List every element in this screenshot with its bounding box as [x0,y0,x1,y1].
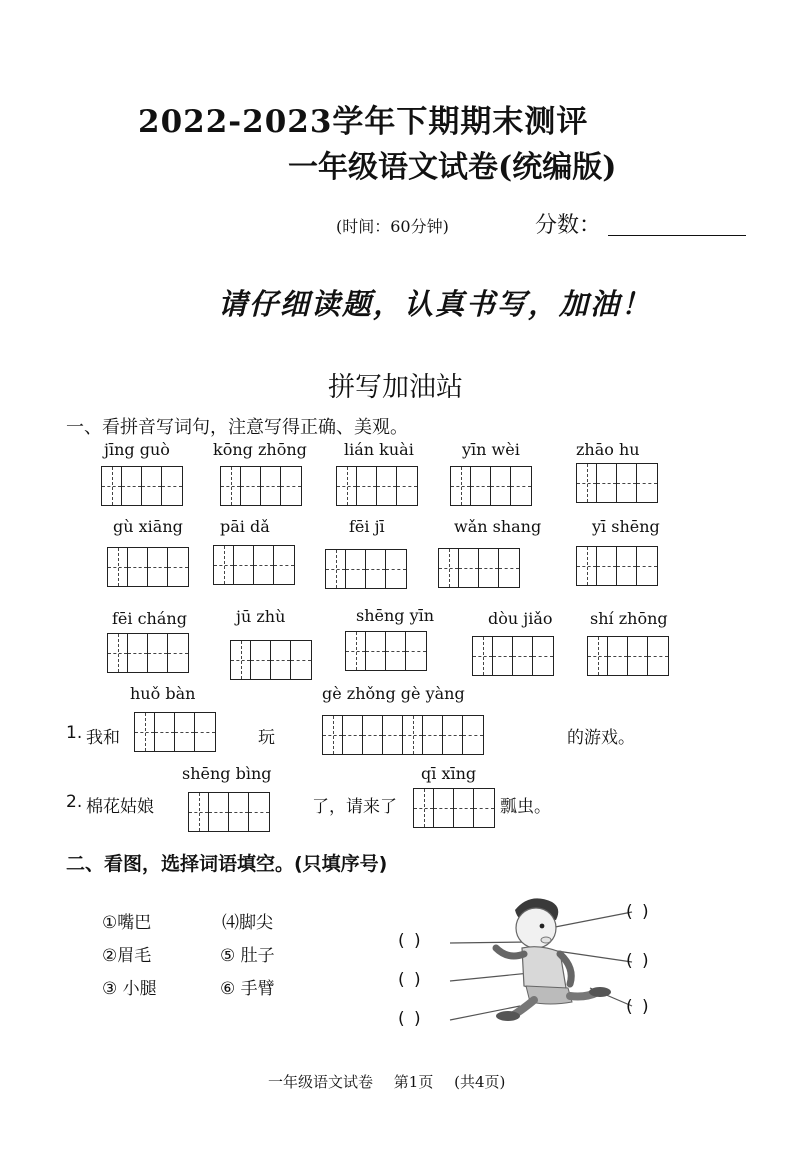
sentence1-pinyin-a: huǒ bàn [130,684,196,703]
option-item: ⑤ 肚子 [220,946,275,966]
sentence2-pre: 棉花姑娘 [86,797,154,817]
pinyin-word: fēi jī [349,517,385,536]
writing-grid[interactable] [213,545,295,585]
score-blank[interactable] [608,235,746,236]
pinyin-word: gù xiāng [113,517,183,536]
answer-blank[interactable]: ( ) [626,997,651,1017]
pinyin-word: jīng guò [104,440,170,459]
writing-grid[interactable] [322,715,484,755]
pinyin-word: pāi dǎ [220,517,270,536]
score-label: 分数： [535,213,602,238]
sentence2-number: 2. [66,792,83,812]
sentence1-pinyin-b: gè zhǒng gè yàng [322,684,465,703]
sentence1-number: 1. [66,723,83,743]
writing-grid[interactable] [134,712,216,752]
sentence1-pre: 我和 [86,728,120,748]
writing-grid[interactable] [576,463,658,503]
running-boy-illustration [390,888,700,1038]
sentence2-mid: 了，请来了 [312,797,397,817]
pinyin-word: dòu jiǎo [488,609,553,628]
answer-blank[interactable]: ( ) [398,970,423,990]
footer-subject: 一年级语文试卷 [268,1073,374,1091]
sentence2-post: 瓢虫。 [500,797,551,817]
writing-grid[interactable] [107,547,189,587]
option-item: ②眉毛 [102,946,152,966]
writing-grid[interactable] [107,633,189,673]
writing-grid[interactable] [450,466,532,506]
part2-heading: 二、看图，选择词语填空。(只填序号) [66,853,388,875]
answer-blank[interactable]: ( ) [398,1009,423,1029]
pinyin-word: zhāo hu [576,440,640,459]
sentence2-pinyin-a: shēng bìng [182,764,272,783]
answer-blank[interactable]: ( ) [626,951,651,971]
part1-heading: 一、看拼音写词句，注意写得正确、美观。 [66,417,408,438]
writing-grid[interactable] [325,549,407,589]
sentence2-pinyin-b: qī xīng [421,764,477,783]
pinyin-word: yī shēng [592,517,660,536]
pinyin-word: wǎn shang [454,517,542,536]
sentence1-mid: 玩 [258,728,275,748]
writing-grid[interactable] [336,466,418,506]
answer-blank[interactable]: ( ) [626,902,651,922]
writing-grid[interactable] [576,546,658,586]
option-item: ③ 小腿 [102,979,157,999]
answer-blank[interactable]: ( ) [398,931,423,951]
writing-grid[interactable] [220,466,302,506]
writing-grid[interactable] [413,788,495,828]
writing-grid[interactable] [472,636,554,676]
writing-grid[interactable] [587,636,669,676]
footer-page: 第1页 [393,1073,434,1091]
pinyin-word: fēi cháng [112,609,187,628]
pinyin-word: lián kuài [344,440,414,459]
option-item: ⑷脚尖 [222,913,273,933]
option-item: ⑥ 手臂 [220,979,275,999]
pinyin-word: shēng yīn [356,606,435,625]
pinyin-word: yīn wèi [462,440,520,459]
writing-grid[interactable] [438,548,520,588]
exam-title: 2022-2023学年下期期末测评 [138,104,589,140]
exam-subtitle: 一年级语文试卷(统编版) [288,150,617,185]
pinyin-word: kōng zhōng [213,440,307,459]
page-footer [268,1071,521,1092]
footer-total: (共4页) [454,1073,506,1091]
option-item: ①嘴巴 [102,913,152,933]
motto: 请仔细读题，认真书写，加油！ [218,287,653,321]
writing-grid[interactable] [345,631,427,671]
section-title: 拼写加油站 [328,372,463,403]
writing-grid[interactable] [101,466,183,506]
writing-grid[interactable] [188,792,270,832]
sentence1-post: 的游戏。 [567,728,635,748]
time-limit: (时间：60分钟) [336,217,449,236]
pinyin-word: shí zhōng [590,609,668,628]
writing-grid[interactable] [230,640,312,680]
pinyin-word: jū zhù [236,607,286,626]
